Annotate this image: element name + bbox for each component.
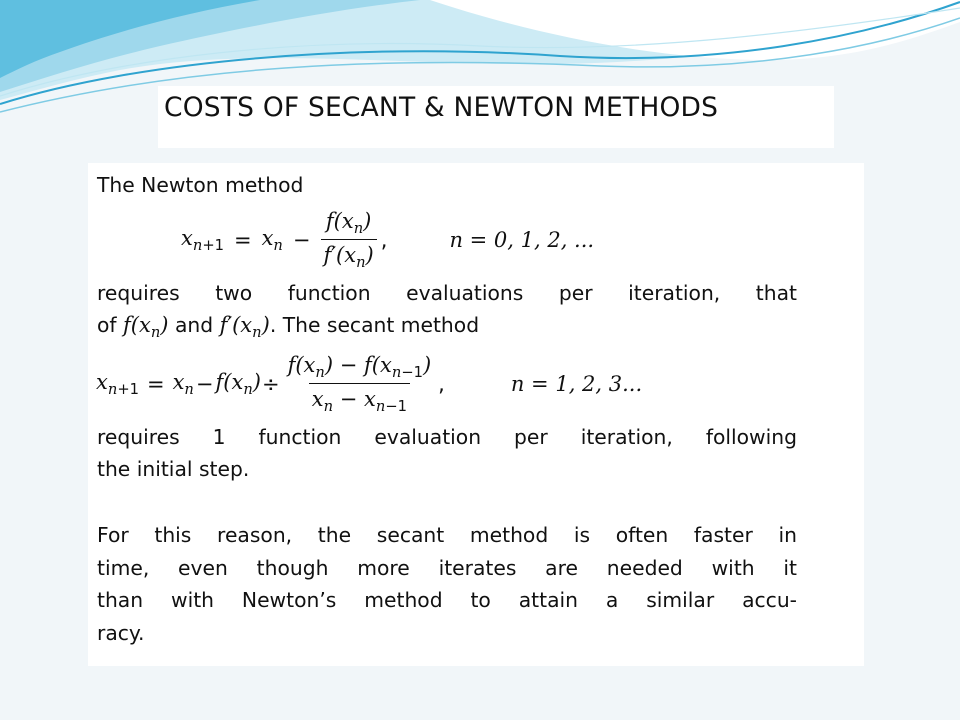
para1-and: and	[174, 313, 214, 337]
newton-index-range: n = 0, 1, 2, ...	[449, 228, 595, 253]
para3-line3: than with Newton’s method to attain a similar accu-	[97, 588, 797, 612]
secant-formula: $x_{n+1}$ = $x_n$ − $f(x_n)$ ÷ $\frac{f(x_n) - f(x_{n-1})}{x_n - x_{n-1}}$ , n = 1, 2, 3...	[96, 353, 643, 416]
title-box	[158, 86, 834, 148]
newton-formula: $x_{n+1}$ = $x_n$ − $\frac{f(x_n)}{f'(x_n)}$ , n = 0, 1, 2, ...	[181, 209, 595, 272]
para2-line1: requires 1 function evaluation per iteration, following	[97, 425, 797, 449]
para1-line2: of $f(x_n)$ and $f'(x_n)$. The secant method	[97, 313, 480, 342]
para1-rest: . The secant method	[269, 313, 480, 337]
para1-line1: requires two function evaluations per iteration, that	[97, 281, 797, 305]
para2-line2: the initial step.	[97, 457, 250, 481]
para3-line4: racy.	[97, 621, 145, 645]
slide-title: COSTS OF SECANT & NEWTON METHODS	[164, 92, 719, 123]
para3-line2: time, even though more iterates are needed with it	[97, 556, 797, 580]
secant-index-range: n = 1, 2, 3...	[510, 372, 643, 397]
para3-line1: For this reason, the secant method is often faster in	[97, 523, 797, 547]
intro-text: The Newton method	[97, 173, 304, 197]
content-box	[88, 163, 864, 666]
para1-of: of	[97, 313, 117, 337]
